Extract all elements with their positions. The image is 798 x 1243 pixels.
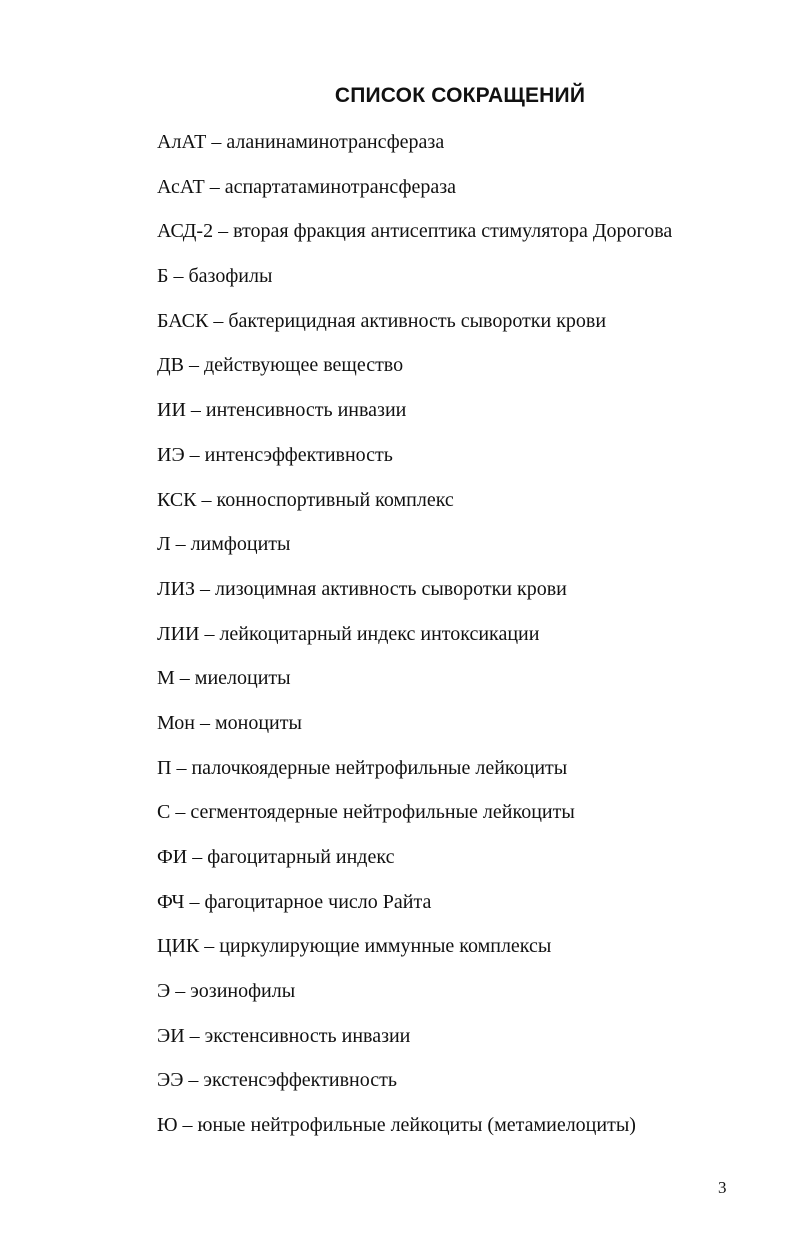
page-number: 3 (718, 1178, 727, 1197)
abbreviation-item: С – сегментоядерные нейтрофильные лейкоциты (157, 801, 575, 824)
abbreviation-item: Ю – юные нейтрофильные лейкоциты (метамиелоциты) (157, 1114, 636, 1137)
abbreviation-item: ИЭ – интенсэффективность (157, 443, 393, 466)
abbreviation-item: Э – эозинофилы (157, 980, 296, 1003)
abbreviation-item: ДВ – действующее вещество (157, 354, 404, 377)
abbreviation-item: АсАТ – аспартатаминотрансфераза (157, 175, 456, 198)
abbreviation-item: ИИ – интенсивность инвазии (157, 399, 407, 422)
abbreviation-item: ЭЭ – экстенсэффективность (157, 1069, 397, 1092)
abbreviation-item: АСД-2 – вторая фракция антисептика стимулятора Дорогова (157, 220, 673, 243)
abbreviation-item: ЛИИ – лейкоцитарный индекс интоксикации (157, 622, 540, 645)
abbreviation-item: ЭИ – экстенсивность инвазии (157, 1024, 411, 1047)
abbreviation-item: ЦИК – циркулирующие иммунные комплексы (157, 935, 552, 958)
page-title: СПИСОК СОКРАЩЕНИЙ (334, 84, 586, 107)
abbreviation-item: М – миелоциты (157, 667, 291, 690)
abbreviation-list (157, 128, 672, 1156)
abbreviation-item: ФЧ – фагоцитарное число Райта (157, 890, 432, 913)
abbreviation-item: КСК – конноспортивный комплекс (157, 488, 454, 511)
abbreviation-item: ФИ – фагоцитарный индекс (157, 846, 395, 868)
abbreviation-item: П – палочкоядерные нейтрофильные лейкоциты (157, 756, 568, 779)
abbreviation-item: ЛИЗ – лизоцимная активность сыворотки крови (157, 577, 567, 600)
abbreviation-item: Б – базофилы (157, 265, 273, 288)
abbreviation-item: БАСК – бактерицидная активность сыворотки крови (157, 309, 607, 332)
abbreviation-item: Л – лимфоциты (157, 533, 291, 556)
abbreviation-item: АлАТ – аланинаминотрансфераза (157, 131, 445, 153)
abbreviation-item: Мон – моноциты (157, 711, 302, 734)
